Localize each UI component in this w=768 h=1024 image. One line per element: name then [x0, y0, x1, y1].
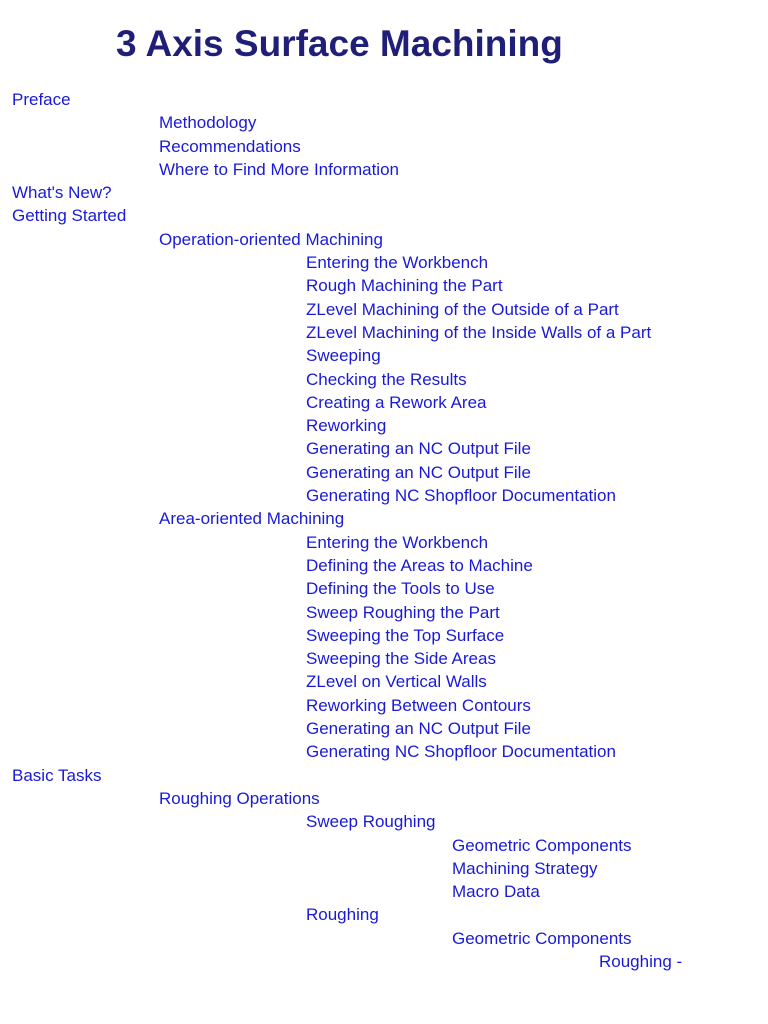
toc-link-level-2[interactable]: Generating NC Shopfloor Documentation: [306, 486, 616, 506]
toc-link-level-0[interactable]: Basic Tasks: [12, 765, 102, 785]
toc-link-level-2[interactable]: ZLevel on Vertical Walls: [306, 672, 487, 692]
toc-link-level-0[interactable]: Preface: [12, 90, 71, 109]
toc-link-level-0[interactable]: Getting Started: [12, 206, 127, 226]
toc-link-level-2[interactable]: Sweeping the Top Surface: [306, 625, 505, 645]
toc-link-level-1[interactable]: Roughing Operations: [159, 788, 320, 808]
toc-link-level-2[interactable]: Generating an NC Output File: [306, 462, 531, 482]
toc-link-level-1[interactable]: Operation-oriented Machining: [159, 229, 383, 249]
toc-link-level-1[interactable]: Where to Find More Information: [159, 159, 399, 179]
toc-link-level-0[interactable]: What's New?: [12, 183, 112, 203]
table-of-contents: [0, 88, 768, 973]
toc-link-level-2[interactable]: Entering the Workbench: [306, 253, 489, 273]
toc-link-level-2[interactable]: ZLevel Machining of the Outside of a Part: [306, 299, 619, 319]
toc-link-level-2[interactable]: ZLevel Machining of the Inside Walls of a Part: [306, 322, 652, 342]
toc-link-level-2[interactable]: Sweep Roughing: [306, 812, 436, 832]
toc-link-level-3[interactable]: Geometric Components: [452, 835, 632, 855]
toc-link-level-2[interactable]: Defining the Tools to Use: [306, 579, 495, 599]
toc-link-level-2[interactable]: Rough Machining the Part: [306, 276, 503, 296]
toc-link-level-2[interactable]: Sweeping the Side Areas: [306, 649, 496, 669]
toc-link-level-1[interactable]: Area-oriented Machining: [159, 509, 345, 529]
toc-link-level-3[interactable]: Macro Data: [452, 882, 540, 902]
toc-link-level-3[interactable]: Machining Strategy: [452, 858, 598, 878]
toc-link-level-2[interactable]: Entering the Workbench: [306, 532, 489, 552]
toc-link-level-2[interactable]: Generating an NC Output File: [306, 439, 531, 459]
toc-link-level-2[interactable]: Generating NC Shopfloor Documentation: [306, 742, 616, 762]
toc-link-level-2[interactable]: Creating a Rework Area: [306, 392, 487, 412]
toc-link-level-2[interactable]: Reworking Between Contours: [306, 695, 531, 715]
toc-link-level-1[interactable]: Recommendations: [159, 136, 301, 156]
toc-link-level-2[interactable]: Checking the Results: [306, 369, 467, 389]
toc-link-level-1[interactable]: Methodology: [159, 113, 257, 133]
toc-link-level-2[interactable]: Defining the Areas to Machine: [306, 555, 533, 575]
page-title: 3 Axis Surface Machining: [116, 23, 563, 64]
toc-link-level-2[interactable]: Generating an NC Output File: [306, 719, 531, 739]
toc-link-level-4[interactable]: Roughing -: [599, 951, 683, 971]
toc-link-level-2[interactable]: Roughing: [306, 905, 379, 925]
toc-link-level-2[interactable]: Reworking: [306, 416, 387, 436]
toc-link-level-3[interactable]: Geometric Components: [452, 928, 632, 948]
toc-link-level-2[interactable]: Sweeping: [306, 346, 381, 366]
toc-link-level-2[interactable]: Sweep Roughing the Part: [306, 602, 500, 622]
